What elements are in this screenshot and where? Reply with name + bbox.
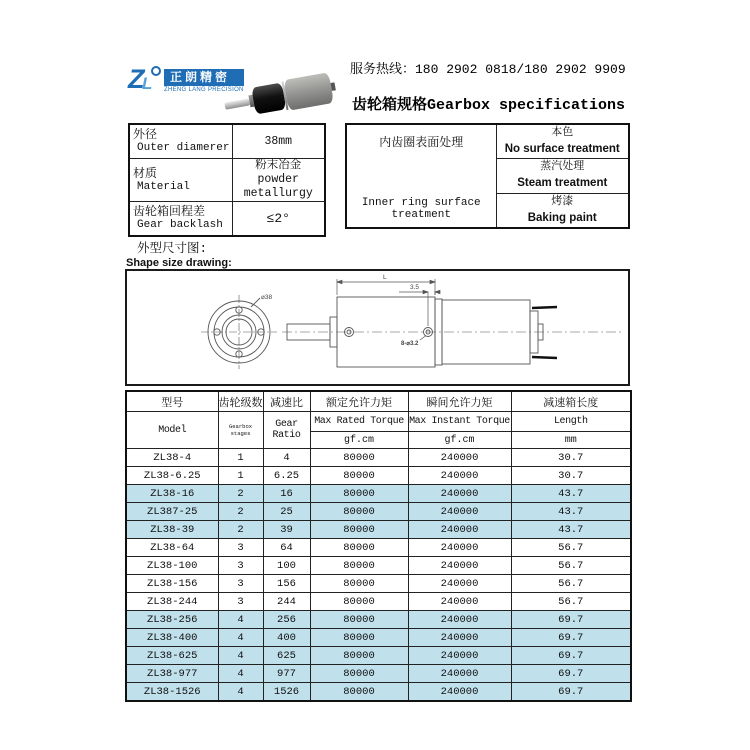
photo-motor-body (283, 72, 334, 111)
cell-rated: 80000 (310, 557, 408, 575)
col-header-model-en: Model (126, 412, 218, 449)
cell-instant: 240000 (408, 521, 511, 539)
table-row (126, 575, 631, 593)
cell-rated: 80000 (310, 467, 408, 485)
cell-ratio: 100 (263, 557, 310, 575)
cell-rated: 80000 (310, 485, 408, 503)
cell-rated: 80000 (310, 575, 408, 593)
spec-value: 粉末冶金 powder metallurgy (232, 159, 325, 202)
table-row (129, 159, 325, 202)
spec-label: 齿轮箱回程差 Gear backlash (129, 202, 232, 237)
cell-length: 56.7 (511, 593, 631, 611)
cell-length: 69.7 (511, 647, 631, 665)
cell-ratio: 156 (263, 575, 310, 593)
cell-ratio: 16 (263, 485, 310, 503)
gearbox-spec-table (125, 390, 632, 702)
table-row (126, 557, 631, 575)
cell-model: ZL38-156 (126, 575, 218, 593)
cell-instant: 240000 (408, 629, 511, 647)
cell-ratio: 6.25 (263, 467, 310, 485)
cell-rated: 80000 (310, 449, 408, 467)
cell-stages: 3 (218, 557, 263, 575)
cell-rated: 80000 (310, 521, 408, 539)
cell-stages: 4 (218, 683, 263, 702)
shape-size-drawing (125, 269, 630, 386)
logo-letter-l: L (142, 74, 153, 93)
cell-ratio: 400 (263, 629, 310, 647)
cell-instant: 240000 (408, 683, 511, 702)
cell-length: 30.7 (511, 467, 631, 485)
col-header-stages-cn: 齿轮级数 (218, 391, 263, 412)
dim-length-label: L (383, 274, 387, 281)
cell-stages: 4 (218, 647, 263, 665)
logo-company-name-cn: 正朗精密 (164, 69, 244, 86)
page-title: 齿轮箱规格Gearbox specifications (352, 97, 626, 114)
col-header-stages-en: Gearbox stages (218, 412, 263, 449)
drawing-label-cn: 外型尺寸图: (137, 242, 208, 256)
technical-drawing-svg (127, 271, 628, 384)
cell-stages: 2 (218, 521, 263, 539)
cell-rated: 80000 (310, 611, 408, 629)
cell-instant: 240000 (408, 503, 511, 521)
cell-instant: 240000 (408, 557, 511, 575)
cell-length: 43.7 (511, 485, 631, 503)
cell-model: ZL38-64 (126, 539, 218, 557)
cell-length: 56.7 (511, 575, 631, 593)
cell-model: ZL38-4 (126, 449, 218, 467)
cell-model: ZL38-244 (126, 593, 218, 611)
table-row (126, 539, 631, 557)
cell-ratio: 39 (263, 521, 310, 539)
table-row (126, 521, 631, 539)
cell-rated: 80000 (310, 665, 408, 683)
cell-stages: 2 (218, 503, 263, 521)
col-header-ratio-cn: 减速比 (263, 391, 310, 412)
cell-model: ZL38-400 (126, 629, 218, 647)
surface-option: 本色 No surface treatment (496, 124, 629, 159)
cell-length: 43.7 (511, 503, 631, 521)
cell-length: 69.7 (511, 683, 631, 702)
header-row-en (126, 412, 631, 432)
cell-ratio: 625 (263, 647, 310, 665)
cell-rated: 80000 (310, 593, 408, 611)
drawing-side-view (282, 297, 624, 367)
table-row (126, 503, 631, 521)
cell-model: ZL38-6.25 (126, 467, 218, 485)
cell-model: ZL387-25 (126, 503, 218, 521)
table-row (126, 647, 631, 665)
cell-instant: 240000 (408, 485, 511, 503)
cell-rated: 80000 (310, 629, 408, 647)
surface-treatment-table (345, 123, 630, 229)
table-row (126, 629, 631, 647)
cell-instant: 240000 (408, 467, 511, 485)
cell-rated: 80000 (310, 503, 408, 521)
logo-monogram (128, 66, 162, 100)
col-header-ratio-en: Gear Ratio (263, 412, 310, 449)
cell-rated: 80000 (310, 647, 408, 665)
cell-instant: 240000 (408, 539, 511, 557)
col-header-length-cn: 减速箱长度 (511, 391, 631, 412)
header-row-cn (126, 391, 631, 412)
cell-length: 69.7 (511, 665, 631, 683)
surface-option: 蒸汽处理 Steam treatment (496, 159, 629, 193)
cell-ratio: 4 (263, 449, 310, 467)
logo-company-name-en: ZHENG LANG PRECISION (164, 87, 244, 93)
cell-ratio: 1526 (263, 683, 310, 702)
cell-model: ZL38-16 (126, 485, 218, 503)
drawing-dim-labels (261, 274, 419, 347)
surface-treatment-label: 内齿圈表面处理 Inner ring surface treatment (346, 124, 496, 228)
cell-length: 56.7 (511, 539, 631, 557)
cell-stages: 3 (218, 575, 263, 593)
cell-instant: 240000 (408, 449, 511, 467)
col-unit-rated: gf.cm (310, 432, 408, 449)
table-row (126, 665, 631, 683)
cell-length: 43.7 (511, 521, 631, 539)
dim-diameter-label: ⌀38 (261, 294, 273, 301)
col-header-length-en: Length (511, 412, 631, 432)
spec-value: 38mm (232, 124, 325, 159)
photo-terminal-stub (331, 82, 336, 90)
cell-length: 56.7 (511, 557, 631, 575)
drawing-dimensions (337, 279, 440, 340)
spec-table-body (126, 449, 631, 702)
table-row (129, 124, 325, 159)
surface-option: 烤漆 Baking paint (496, 193, 629, 228)
col-header-instant-en: Max Instant Torque (408, 412, 511, 432)
basic-spec-table (128, 123, 326, 237)
col-unit-length: mm (511, 432, 631, 449)
col-unit-instant: gf.cm (408, 432, 511, 449)
service-hotline: 服务热线：180 2902 0818/180 2902 9909 (350, 62, 626, 77)
logo-letter-z: Z (128, 64, 145, 94)
col-header-model-cn: 型号 (126, 391, 218, 412)
cell-rated: 80000 (310, 539, 408, 557)
cell-instant: 240000 (408, 575, 511, 593)
cell-instant: 240000 (408, 593, 511, 611)
cell-rated: 80000 (310, 683, 408, 702)
drawing-front-view (201, 295, 277, 369)
col-header-rated-en: Max Rated Torque (310, 412, 408, 432)
dim-holes-label: 8-⌀3.2 (401, 341, 419, 347)
cell-stages: 3 (218, 539, 263, 557)
cell-model: ZL38-256 (126, 611, 218, 629)
drawing-label-en: Shape size drawing: (126, 257, 232, 269)
spec-label: 材质 Material (129, 159, 232, 202)
photo-shaft (224, 98, 250, 109)
cell-length: 69.7 (511, 611, 631, 629)
cell-ratio: 64 (263, 539, 310, 557)
cell-model: ZL38-625 (126, 647, 218, 665)
cell-stages: 1 (218, 467, 263, 485)
col-header-instant-cn: 瞬间允许力矩 (408, 391, 511, 412)
cell-stages: 4 (218, 665, 263, 683)
cell-model: ZL38-100 (126, 557, 218, 575)
spec-label: 外径 Outer diamerer (129, 124, 232, 159)
cell-stages: 2 (218, 485, 263, 503)
cell-stages: 4 (218, 629, 263, 647)
gear-icon (151, 66, 161, 76)
cell-model: ZL38-39 (126, 521, 218, 539)
cell-length: 30.7 (511, 449, 631, 467)
col-header-rated-cn: 额定允许力矩 (310, 391, 408, 412)
cell-ratio: 25 (263, 503, 310, 521)
cell-instant: 240000 (408, 647, 511, 665)
cell-stages: 1 (218, 449, 263, 467)
table-row (126, 467, 631, 485)
photo-gearbox-body (251, 82, 285, 114)
cell-model: ZL38-977 (126, 665, 218, 683)
cell-stages: 3 (218, 593, 263, 611)
cell-ratio: 244 (263, 593, 310, 611)
table-row (129, 202, 325, 237)
cell-length: 69.7 (511, 629, 631, 647)
cell-ratio: 977 (263, 665, 310, 683)
cell-instant: 240000 (408, 611, 511, 629)
table-row (126, 485, 631, 503)
table-row (346, 124, 629, 159)
cell-stages: 4 (218, 611, 263, 629)
table-row (126, 683, 631, 702)
cell-instant: 240000 (408, 665, 511, 683)
cell-ratio: 256 (263, 611, 310, 629)
table-row (126, 611, 631, 629)
cell-model: ZL38-1526 (126, 683, 218, 702)
table-row (126, 449, 631, 467)
dim-offset-label: 3.5 (410, 284, 420, 291)
table-row (126, 593, 631, 611)
spec-value: ≤2° (232, 202, 325, 237)
